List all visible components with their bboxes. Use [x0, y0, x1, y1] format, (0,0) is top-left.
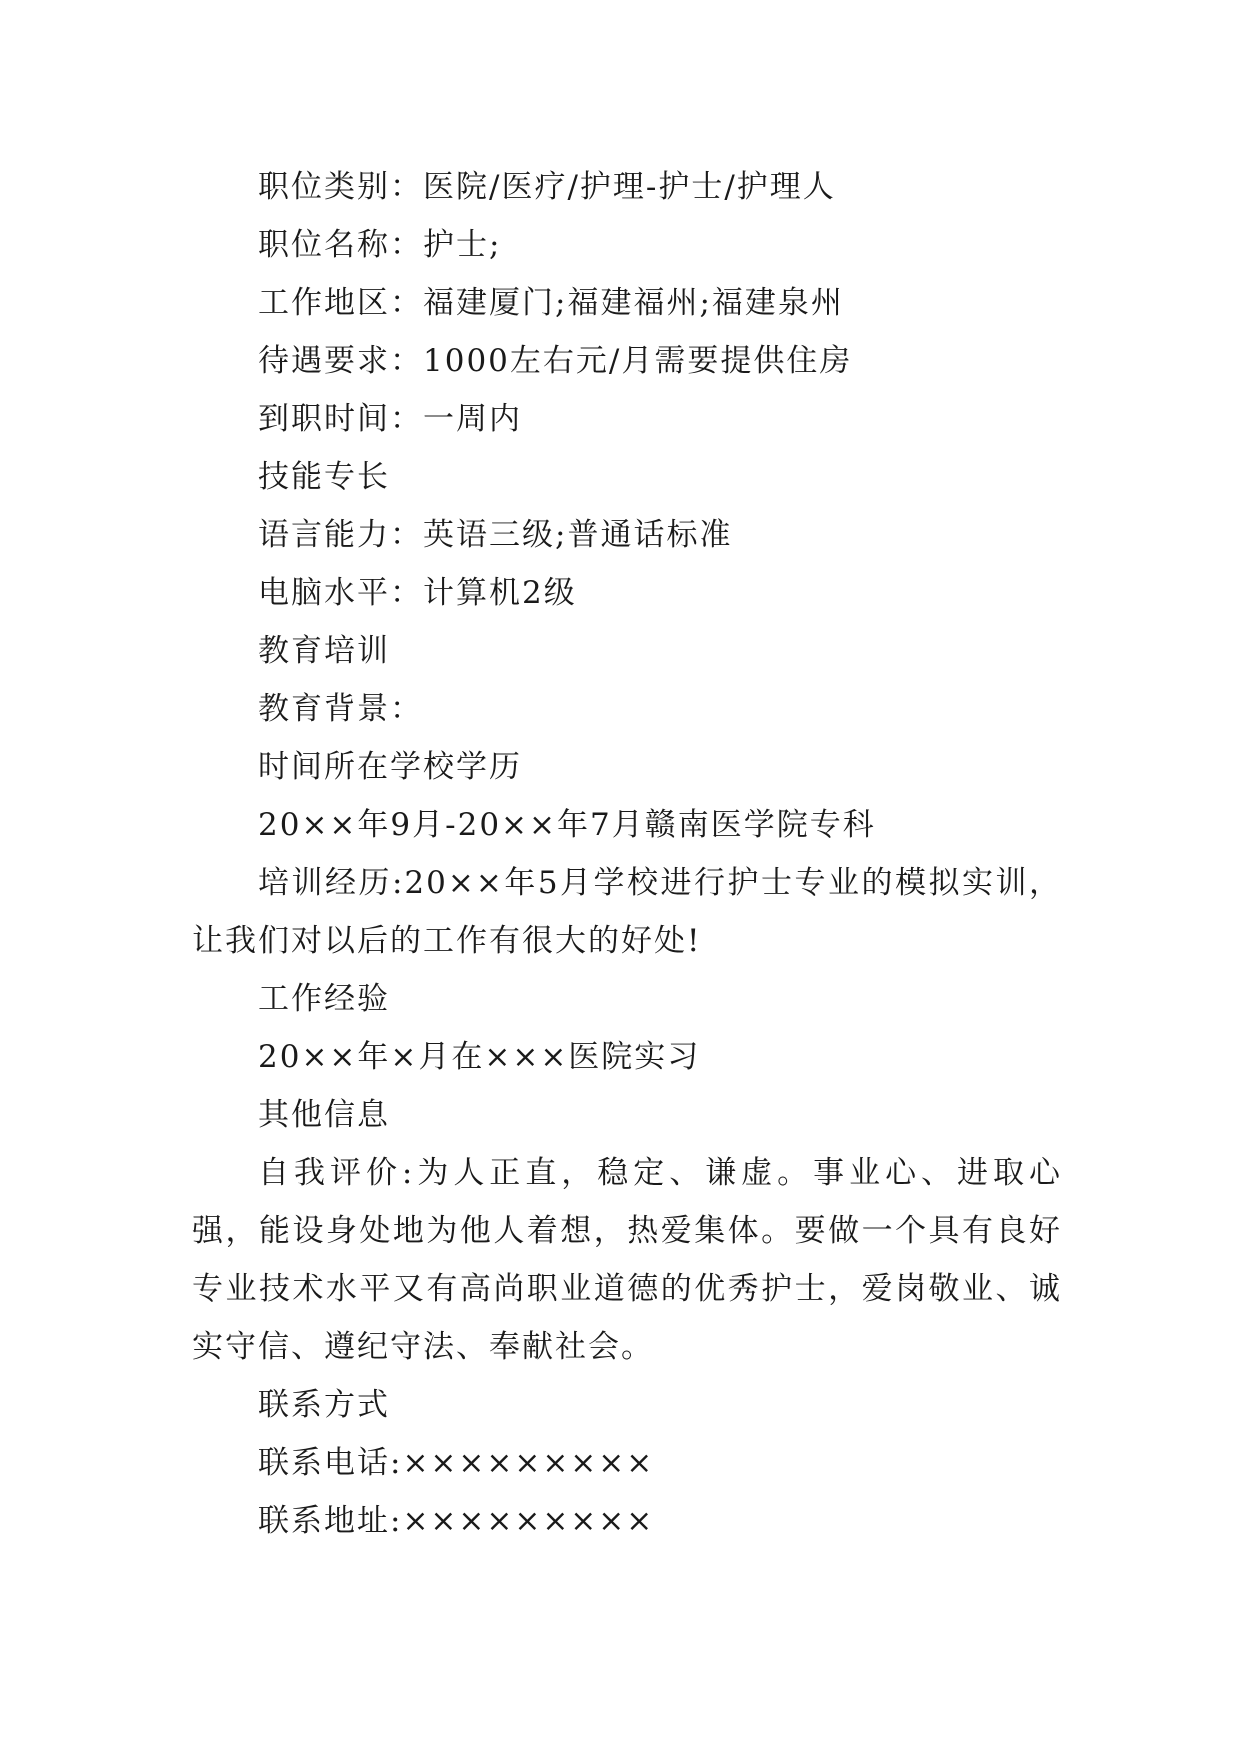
computer-level-line: 电脑水平：计算机2级: [258, 575, 577, 611]
language-ability-line: 语言能力：英语三级;普通话标准: [258, 517, 733, 553]
education-training-heading: 教育培训: [258, 633, 390, 669]
education-entry-line: 20××年9月-20××年7月赣南医学院专科: [258, 807, 876, 843]
salary-requirement-line: 待遇要求：1000左右元/月需要提供住房: [258, 343, 853, 379]
other-info-heading: 其他信息: [258, 1097, 390, 1133]
work-experience-heading: 工作经验: [258, 981, 390, 1017]
job-title-line: 职位名称：护士;: [258, 227, 502, 263]
work-region-line: 工作地区：福建厦门;福建福州;福建泉州: [258, 285, 844, 321]
education-background-line: 教育背景：: [258, 691, 423, 727]
contact-heading: 联系方式: [258, 1387, 390, 1423]
work-experience-entry: 20××年×月在×××医院实习: [258, 1039, 701, 1075]
job-category-line: 职位类别：医院/医疗/护理-护士/护理人: [258, 169, 836, 205]
start-time-line: 到职时间：一周内: [258, 401, 522, 437]
self-evaluation-paragraph: 自我评价:为人正直，稳定、谦虚。事业心、进取心强，能设身处地为他人着想，热爱集体。要做一个具有良好专业技术水平又有高尚职业道德的优秀护士，爱岗敬业、诚实守信、遵纪守法、奉献社会。: [192, 1155, 1062, 1365]
contact-phone-line: 联系电话:×××××××××: [258, 1445, 655, 1481]
document-body: [192, 158, 1062, 1550]
contact-address-line: 联系地址:×××××××××: [258, 1503, 655, 1539]
education-columns-line: 时间所在学校学历: [258, 749, 522, 785]
skills-heading: 技能专长: [258, 459, 390, 495]
training-experience-paragraph: 培训经历:20××年5月学校进行护士专业的模拟实训，让我们对以后的工作有很大的好处!: [192, 865, 1062, 959]
